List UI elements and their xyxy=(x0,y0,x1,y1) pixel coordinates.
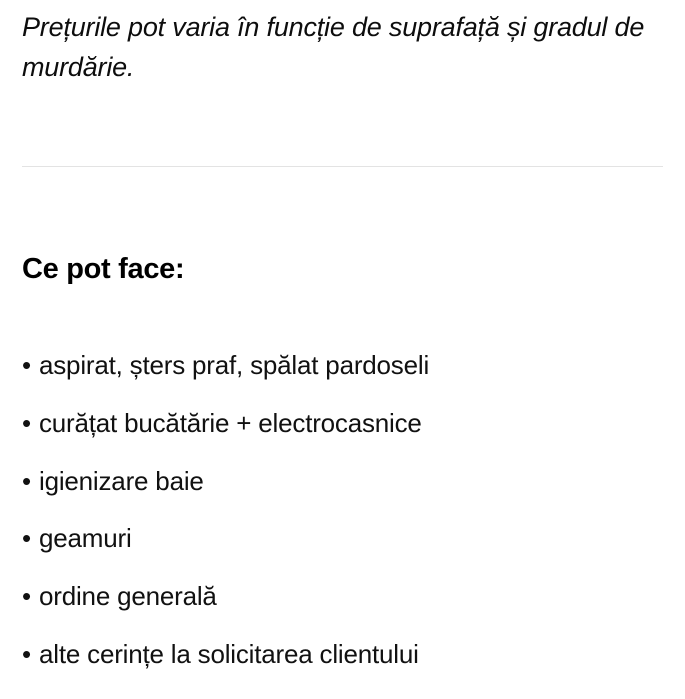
list-item-label: aspirat, șters praf, spălat pardoseli xyxy=(39,349,430,380)
bullet-icon: • xyxy=(22,581,31,612)
list-item-label: geamuri xyxy=(39,523,132,554)
services-list xyxy=(22,286,663,672)
bullet-icon: • xyxy=(22,465,31,496)
list-item xyxy=(22,465,663,499)
list-item xyxy=(22,349,663,383)
list-item xyxy=(22,638,663,672)
intro-paragraph: Prețurile pot varia în funcție de suprafață și gradul de murdărie. xyxy=(22,12,645,82)
bullet-icon: • xyxy=(22,638,31,669)
list-item xyxy=(22,407,663,441)
list-item-label: ordine generală xyxy=(39,581,217,612)
list-item-label: curățat bucătărie + electrocasnice xyxy=(39,407,422,438)
list-item xyxy=(22,580,663,614)
list-item xyxy=(22,522,663,556)
bullet-icon: • xyxy=(22,349,31,380)
list-item-label: igienizare baie xyxy=(39,465,204,496)
bullet-icon: • xyxy=(22,523,31,554)
bullet-icon: • xyxy=(22,407,31,438)
section-title: Ce pot face: xyxy=(22,252,185,285)
list-item-label: alte cerințe la solicitarea clientului xyxy=(39,638,419,669)
